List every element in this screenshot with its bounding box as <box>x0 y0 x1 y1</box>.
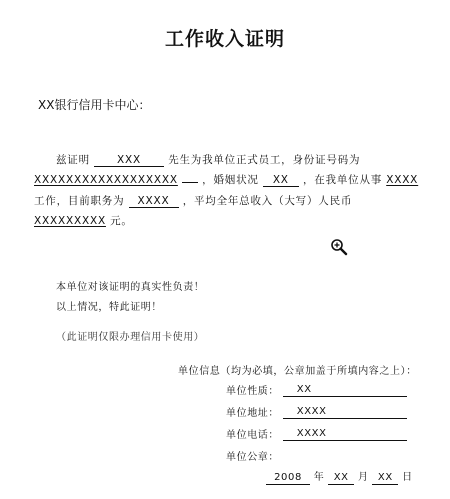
paragraph-line-1 <box>56 152 360 167</box>
zoom-in-icon[interactable] <box>330 238 348 256</box>
unit-address-label: 单位地址： <box>226 408 279 419</box>
unit-nature-row <box>226 382 407 397</box>
unit-nature-value: XX <box>296 384 312 395</box>
unit-address-row <box>226 404 407 419</box>
line3-text: ，平均全年总收入（大写）人民币 <box>182 195 353 207</box>
date-day: XX <box>372 472 398 485</box>
id-number-field: XXXXXXXXXXXXXXXXXX <box>34 174 178 186</box>
paragraph-line-2 <box>34 172 418 187</box>
line4-text: 元。 <box>110 215 133 227</box>
id-number-filler <box>182 182 198 183</box>
date-month-label: 月 <box>357 472 369 483</box>
date-line <box>266 468 413 485</box>
department-field: XXXX <box>386 174 419 186</box>
paragraph-line-4 <box>34 213 133 228</box>
usage-note: （此证明仅限办理信用卡使用） <box>56 332 205 343</box>
unit-phone-row <box>226 426 407 441</box>
certify-prefix: 兹证明 <box>56 154 90 166</box>
unit-info-header: 单位信息（均为必填，公章加盖于所填内容之上）： <box>178 366 417 377</box>
unit-address-value: XXXX <box>296 406 327 417</box>
line1-text: 先生为我单位正式员工，身份证号码为 <box>168 154 361 166</box>
unit-phone-field <box>283 428 407 441</box>
document-title: 工作收入证明 <box>164 28 285 50</box>
date-day-label: 日 <box>402 472 413 483</box>
line2-text: ，在我单位从事 <box>302 174 383 186</box>
marital-label: ，婚姻状况 <box>202 174 259 186</box>
unit-nature-label: 单位性质： <box>226 386 279 397</box>
position-field: XXXX <box>129 195 179 208</box>
paragraph-line-3 <box>34 193 352 208</box>
unit-seal-label: 单位公章： <box>226 452 279 463</box>
unit-phone-label: 单位电话： <box>226 430 279 441</box>
certification-statement: 以上情况，特此证明！ <box>56 302 162 313</box>
date-month: XX <box>328 472 354 485</box>
income-field: XXXXXXXXX <box>34 215 106 227</box>
unit-phone-value: XXXX <box>296 428 327 439</box>
unit-nature-field <box>283 384 407 397</box>
unit-address-field <box>283 406 407 419</box>
responsibility-statement: 本单位对该证明的真实性负责！ <box>56 282 205 293</box>
line3-prefix: 工作，目前职务为 <box>34 195 125 207</box>
addressee: XX银行信用卡中心： <box>38 98 151 112</box>
marital-status-field: XX <box>263 174 299 187</box>
employee-name-field: XXX <box>94 154 164 167</box>
date-year-label: 年 <box>313 472 325 483</box>
date-year: 2008 <box>266 472 310 485</box>
